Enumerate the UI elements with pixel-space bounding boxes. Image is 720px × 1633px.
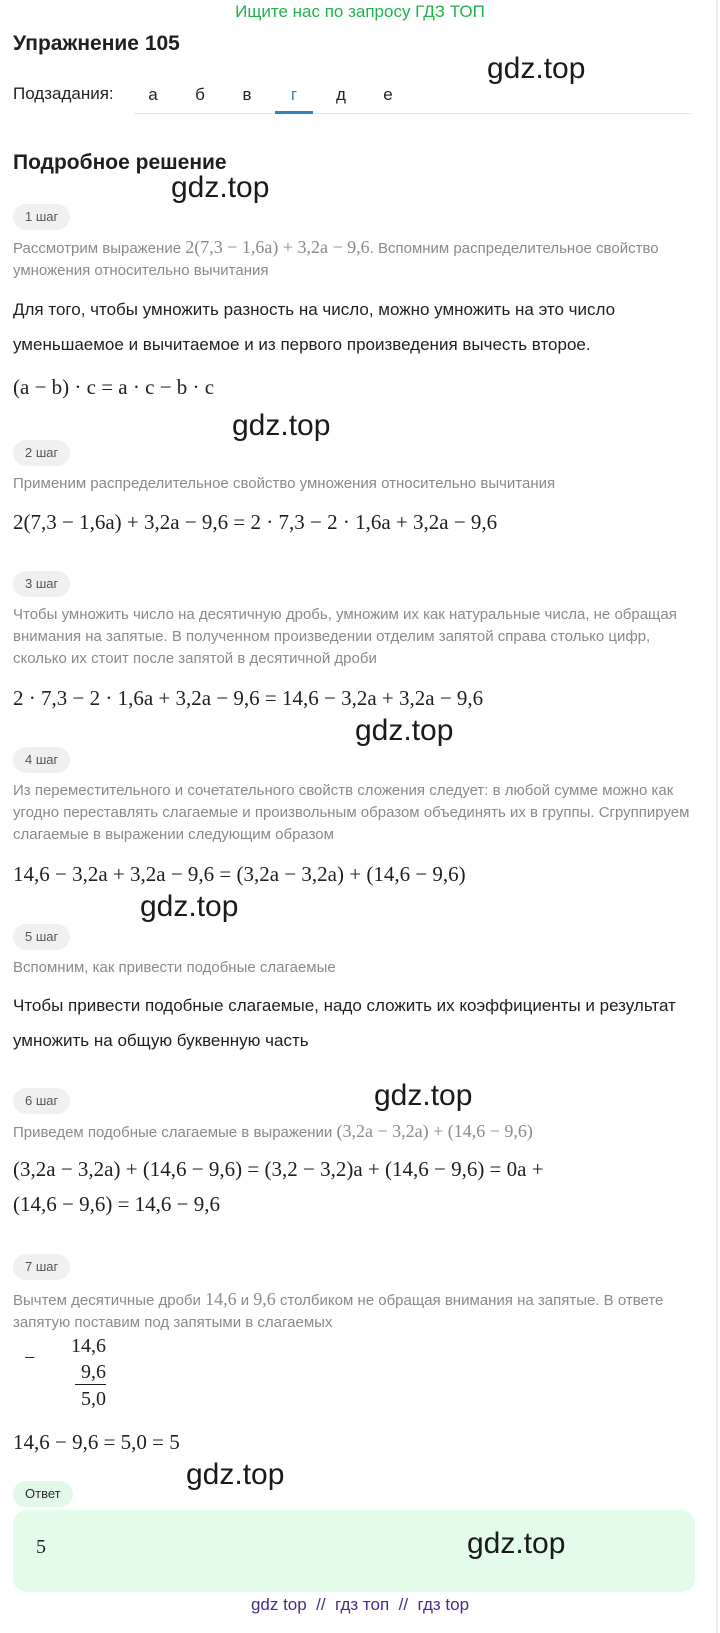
- rule-text: Для того, чтобы умножить разность на число, можно умножить на это число уменьшаемое и вычитаемое и из первого произведения вычесть второе.: [13, 300, 616, 354]
- minuend: 14,6: [71, 1335, 106, 1357]
- subtasks-label: Подзадания:: [13, 84, 114, 103]
- inline-math: 2(7,3 − 1,6a) + 3,2a − 9,6: [185, 237, 370, 257]
- rule-text: Чтобы привести подобные слагаемые, надо сложить их коэффициенты и результат умножить на общую буквенную часть: [13, 996, 676, 1050]
- section-title: Подробное решение: [13, 151, 227, 174]
- step-badge: 3 шаг: [13, 571, 70, 597]
- tab-v[interactable]: в: [242, 85, 252, 104]
- tab-e[interactable]: е: [383, 85, 393, 104]
- answer-badge: Ответ: [13, 1481, 73, 1507]
- answer-value: 5: [36, 1536, 46, 1558]
- inline-math: 14,6: [205, 1289, 237, 1309]
- step-4-text: Из переместительного и сочетательного свойств сложения следует: в любой сумме можно как угодно переставлять слагаемые и произвольным образом объединять их в группы. Сгруппируем слагаемые в выражении следующим образом: [13, 782, 690, 843]
- watermark: gdz.top: [186, 1458, 285, 1491]
- step-badge: 7 шаг: [13, 1254, 70, 1280]
- tab-g[interactable]: г: [275, 76, 313, 114]
- formula: 2 · 7,3 − 2 · 1,6a + 3,2a − 9,6 = 14,6 − 3,2a + 3,2a − 9,6: [13, 686, 484, 710]
- answer-box: [13, 1510, 695, 1592]
- step-6-text: Приведем подобные слагаемые в выражении (3,2a − 3,2a) + (14,6 − 9,6): [13, 1121, 533, 1141]
- difference: 5,0: [81, 1388, 106, 1410]
- step-2-text: Применим распределительное свойство умножения относительно вычитания: [13, 475, 556, 492]
- step-7-text: Вычтем десятичные дроби 14,6 и 9,6 столбиком не обращая внимания на запятые. В ответе запятую поставим под запятыми в слагаемых: [13, 1289, 664, 1331]
- tab-a[interactable]: а: [148, 85, 158, 104]
- page-title: Упражнение 105: [13, 32, 180, 55]
- step-badge: 6 шаг: [13, 1088, 70, 1114]
- tab-d[interactable]: д: [336, 85, 346, 104]
- inline-math: 9,6: [253, 1289, 276, 1309]
- watermark: gdz.top: [487, 52, 586, 85]
- step-1-text: Рассмотрим выражение 2(7,3 − 1,6a) + 3,2a − 9,6. Вспомним распределительное свойство умножения относительно вычитания: [13, 237, 659, 279]
- column-subtraction: [24, 1335, 106, 1415]
- step-badge: 1 шаг: [13, 204, 70, 230]
- subtask-tabs: [134, 76, 692, 114]
- step-badge: 4 шаг: [13, 747, 70, 773]
- formula: 14,6 − 9,6 = 5,0 = 5: [13, 1430, 180, 1454]
- tab-b[interactable]: б: [195, 85, 205, 104]
- formula: 2(7,3 − 1,6a) + 3,2a − 9,6 = 2 · 7,3 − 2 · 1,6a + 3,2a − 9,6: [13, 510, 498, 534]
- formula: 14,6 − 3,2a + 3,2a − 9,6 = (3,2a − 3,2a) + (14,6 − 9,6): [13, 862, 466, 886]
- formula: (a − b) · c = a · c − b · c: [13, 375, 215, 399]
- step-5-text: Вспомним, как привести подобные слагаемые: [13, 959, 336, 976]
- watermark: gdz.top: [140, 890, 239, 923]
- step-badge: 2 шаг: [13, 440, 70, 466]
- page-edge-line: [716, 0, 718, 1633]
- formula-line-1: (3,2a − 3,2a) + (14,6 − 9,6) = (3,2 − 3,2)a + (14,6 − 9,6) = 0a +: [13, 1157, 544, 1181]
- footer-links[interactable]: gdz top // гдз топ // гдз top: [250, 1595, 470, 1614]
- watermark: gdz.top: [232, 409, 331, 442]
- watermark: gdz.top: [355, 714, 454, 747]
- minus-sign: −: [24, 1347, 36, 1369]
- watermark: gdz.top: [467, 1527, 566, 1560]
- formula-line-2: (14,6 − 9,6) = 14,6 − 9,6: [13, 1192, 221, 1216]
- inline-math: (3,2a − 3,2a) + (14,6 − 9,6): [336, 1121, 533, 1141]
- watermark: gdz.top: [171, 171, 270, 204]
- search-banner[interactable]: Ищите нас по запросу ГДЗ ТОП: [235, 2, 485, 21]
- step-badge: 5 шаг: [13, 924, 70, 950]
- step-3-text: Чтобы умножить число на десятичную дробь, умножим их как натуральные числа, не обращая внимания на запятые. В полученном произведении отделим запятой справа столько цифр, сколько их стоит после запятой в десятичной дроби: [13, 606, 677, 667]
- subtrahend: 9,6: [75, 1361, 106, 1385]
- watermark: gdz.top: [374, 1079, 473, 1112]
